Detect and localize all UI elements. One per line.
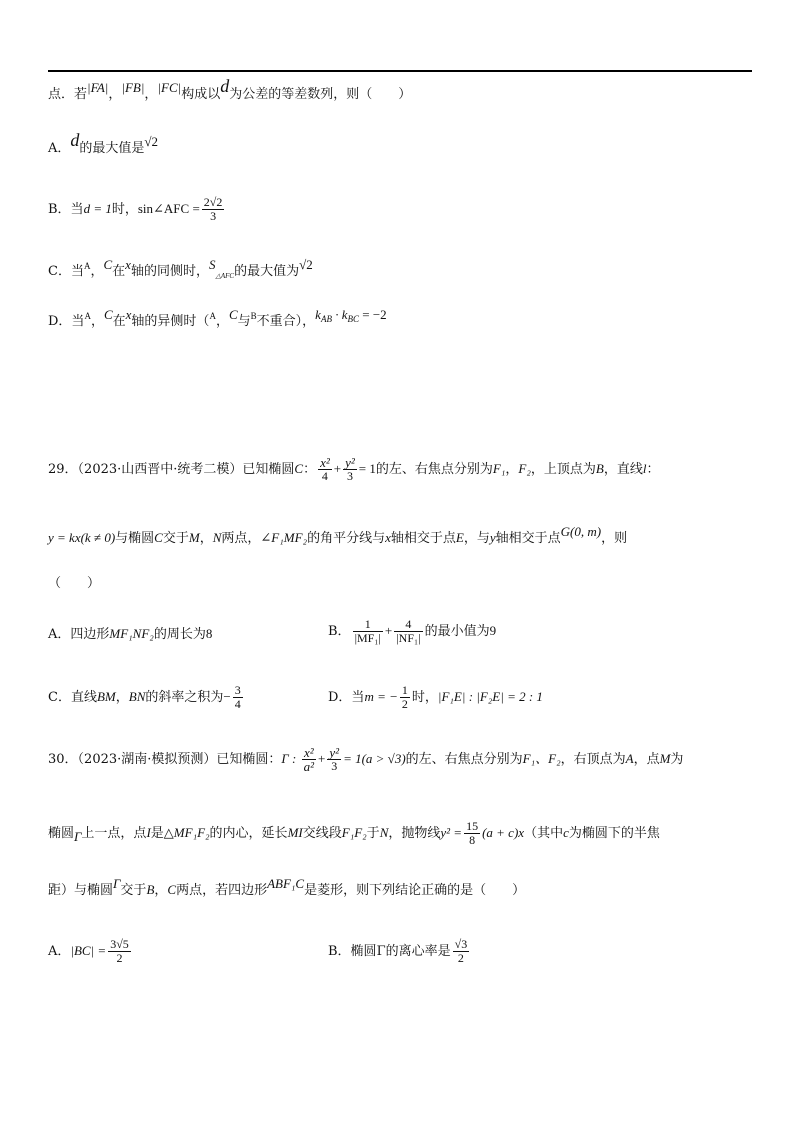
q29-option-c[interactable]: C．直线BM，BN的斜率之积为− $\frac{3}{4}$ xyxy=(48,683,241,711)
q29-stem-line2: y = kx(k ≠ 0)与椭圆C交于M，N两点，∠F₁MF₂的角平分线与x轴相交于点E，与y轴相交于点G(0, m)，则 xyxy=(48,524,628,546)
q29-option-d[interactable]: D．当m = − $\frac{1}{2}$ 时，|F₁E| : |F₂E| = 2 : 1 xyxy=(328,683,543,711)
q30-frac-x: $\frac{\text{x²}}{\text{a²}}$ xyxy=(303,745,315,774)
q28-stem: 点．若|FA|，|FB|，|FC|构成以d为公差的等差数列，则（ ） xyxy=(48,76,412,102)
q30-parabola-frac: $\frac{15}{8}$ xyxy=(466,819,479,847)
q29-b-frac2: $\frac{4}{\text{|NF₁|}}$ xyxy=(396,617,421,645)
q30-frac-y: $\frac{\text{y²}}{3}$ xyxy=(329,745,340,773)
q29-answer-paren: （ ） xyxy=(48,576,101,591)
q28-option-b[interactable]: B．当d = 1时，sin∠AFC = $\frac{2√2}{3}$ xyxy=(48,195,223,223)
q29-stem-line1: 29．（2023·山西晋中·统考二模）已知椭圆C： $\frac{\text{x²}}{4}$ + $\frac{\text{y²}}{3}$ = 1的左、右焦点分别为F₁，F₂，上顶点为B，直线l： xyxy=(48,455,660,483)
q29-option-b[interactable]: B． $\frac{1}{\text{|MF₁|}}$ + $\frac{4}{\text{|NF₁|}}$ 的最小值为9 xyxy=(328,617,497,645)
q29-b-frac1: $\frac{1}{\text{|MF₁|}}$ xyxy=(354,617,381,645)
q30-option-b[interactable]: B．椭圆Γ的离心率是 $\frac{√3}{2}$ xyxy=(328,937,468,965)
header-rule xyxy=(48,70,752,72)
q29-c-frac: $\frac{3}{4}$ xyxy=(234,683,241,711)
q29-d-frac: $\frac{1}{2}$ xyxy=(401,683,408,711)
q30-b-frac: $\frac{√3}{2}$ xyxy=(454,937,468,965)
q30-a-frac: $\frac{3√5}{2}$ xyxy=(110,937,129,965)
q28-b-fraction: $\frac{2√2}{3}$ xyxy=(203,195,223,223)
q30-stem-line2: 椭圆Γ上一点，点I是△MF₁F₂的内心，延长MI交线段F₁F₂于N，抛物线y² = $\frac{15}{8}$ (a + c)x（其中c为椭圆下的半焦 xyxy=(48,819,660,847)
q30-option-a[interactable]: A．|BC| = $\frac{3√5}{2}$ xyxy=(48,937,129,965)
q29-option-a[interactable]: A．四边形MF₁NF₂的周长为8 xyxy=(48,626,213,642)
q28-option-c[interactable]: C．当$^A$，C在x轴的同侧时，$S_{\triangle AFC}$的最大值为√2 xyxy=(48,257,313,280)
q30-stem-line1: 30．（2023·湖南·模拟预测）已知椭圆：Γ : $\frac{\text{x²}}{\text{a²}}$ + $\frac{\text{y²}}{3}$ = 1(a > √3)的左、右焦点分别为F₁、F₂，右顶点为A，点M为 xyxy=(48,745,684,774)
q28-option-d[interactable]: D．当$^A$，C在x轴的异侧时（$^A$，C与$^B$不重合），$k^{AB} \cdot k^{BC} = -2$ xyxy=(48,307,387,329)
q30-stem-line3: 距）与椭圆Γ交于B，C两点，若四边形ABF₁C是菱形，则下列结论正确的是（ ） xyxy=(48,876,526,898)
q29-frac-x: $\frac{\text{x²}}{4}$ xyxy=(320,455,330,483)
q29-frac-y: $\frac{\text{y²}}{3}$ xyxy=(345,455,355,483)
q28-option-a[interactable]: A．d的最大值是√2 xyxy=(48,130,159,156)
